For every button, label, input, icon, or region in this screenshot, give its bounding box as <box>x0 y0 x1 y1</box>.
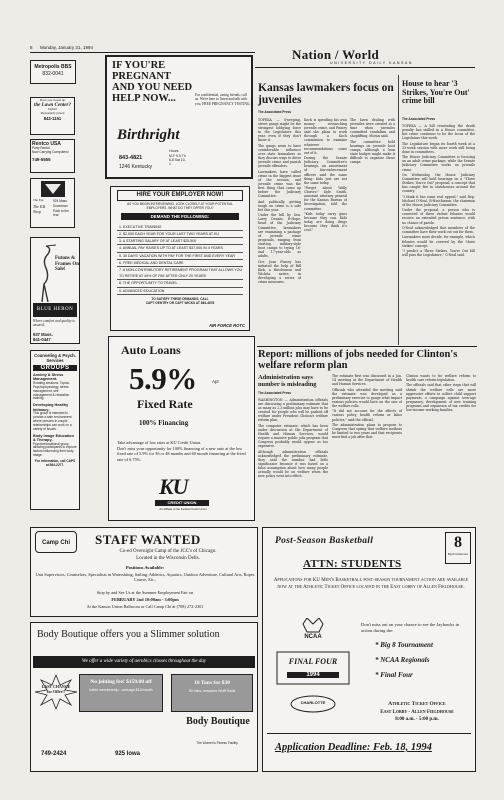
ku-logo: KU <box>159 474 188 499</box>
jobs-source: The Associated Press <box>258 391 292 395</box>
auto-loans-title: Auto Loans <box>121 343 181 357</box>
juveniles-paragraph: Koch is spending his own money researching juvenile crime, and Finney said she plans to work through a Koch commission to examine whatever recommendations come out of it. <box>304 118 347 155</box>
eye-address: 924 Mass. <box>53 199 68 203</box>
juveniles-paragraph: And politically, getting tough on crime is a safe bet this year. <box>258 199 301 212</box>
heron-title: Futons & Frames On Sale! <box>55 256 80 273</box>
group3-title: Body Image Education & Therapy- <box>33 433 74 443</box>
post-season-title: Post-Season Basketball <box>275 536 374 546</box>
employer-footer2: CAPT GENTRY OR CAPT WICKS AT 864-4676 <box>145 300 215 305</box>
heron-bird-icon <box>32 244 58 304</box>
star-icon: * <box>375 671 381 679</box>
house-headline: House to hear '3 Strikes, You're Out' crime bill <box>402 79 470 106</box>
house-paragraph: TOPEKA — A bill reinstating the death penalty has stalled in a House committee, but crime continues to be the focus of the Legislature this week. <box>402 124 475 141</box>
benefit-item: 8. THE OPPORTUNITY TO TRAVEL <box>117 280 243 287</box>
body-boutique-logo-sub: The Women's Fitness Facility <box>196 741 238 745</box>
benefit-item: 3. A STARTING SALARY OF AT LEAST $25,500 <box>117 238 243 245</box>
eye-shop-name: The Elk Shop <box>33 204 46 214</box>
jobs-paragraph: "It did not account for the effects of various policy, health reform or labor policies," said the official. <box>332 409 402 422</box>
employer-footer1: TO SATISFY THESE DEMANDS, CALL <box>151 296 209 301</box>
birthright-ad <box>105 55 253 179</box>
metropolis-ad <box>30 60 76 84</box>
body-boutique-title: Body Boutique offers you a Slimmer solution <box>37 629 220 640</box>
staff-positions: Unit Supervisors, Counselors, Specialists in Waterskiing, Sailing, Athletics, Aquatics, Outdoor Adventure, Cultural Arts, Ropes Course, Etc., <box>35 572 255 583</box>
counseling-ad <box>30 350 80 510</box>
playoff-item <box>375 656 429 664</box>
body-boutique-logo: Body Boutique <box>186 716 250 727</box>
staff-wanted-title: STAFF WANTED <box>95 532 201 547</box>
heron-tagline: Where comfort and quality is assured. <box>33 319 75 328</box>
juveniles-source: The Associated Press <box>258 110 292 114</box>
body-boutique-address: 925 Iowa <box>115 751 141 757</box>
playoff-item-label: Big 8 Tournament <box>380 641 433 649</box>
birthright-hours-label: Hours <box>169 149 179 153</box>
house-paragraph: "I think it has some real appeal," said Rep. Michael O'Neal, R-Hutchinson, the chairman of the House Judiciary Committee. <box>402 194 475 207</box>
lawn-line2: the Lawn Center? <box>34 102 71 108</box>
juveniles-paragraph: Under the bill by Sen. Larry Dennis, R-Hope, head of the Judiciary Committee, lawmakers are examining a package of juvenile crime proposals, ranging from starting military-style boot camps to trying 16- and 17-year-olds as adults. <box>258 213 301 259</box>
house-paragraph: Lawmakers must decide, for example, which felonies would be covered by the 'three strikes' concept. <box>402 235 475 248</box>
body-boutique-banner: We offer a wide variety of aerobics classes throughout the day <box>33 656 255 668</box>
credit-union-ad <box>108 336 255 521</box>
counseling-title: Counseling & Psych. Services <box>34 353 76 363</box>
benefit-item: 1. EXECUTIVE TRAINING <box>117 224 243 231</box>
jobs-paragraph: The computer estimate, which has been under discussion at the Department of Health and Human Services, would require a massive public jobs program that Congress probably would oppose as too expensive. <box>258 423 328 449</box>
jobs-headline: Report: millions of jobs needed for Clinton's welfare reform plan <box>258 349 458 371</box>
benefit-item: 4. ANNUAL PAY RAISES UP TO AT LEAST $37,000 IN 4 YEARS <box>117 245 243 252</box>
jobs-col2 <box>332 374 402 516</box>
body-boutique-phone: 749-2424 <box>41 751 67 757</box>
benefit-item: 5. 30 DAYS' VACATION WITH PAY FOR THE FIRST AND EVERY YEAR <box>117 253 243 260</box>
star-icon: * <box>375 656 381 664</box>
header-date: Monday, January 31, 1994 <box>40 45 93 50</box>
lawn-line1: Have you closed up <box>39 98 66 102</box>
benefit-item: 7. A NON-CONTRIBUTORY RETIREMENT PROGRAM THAT ALLOWS YOU TO RETIRE AT 40% OF PAY AFTER ONLY 20 YEARS <box>117 267 243 280</box>
eye-logo-icon <box>41 181 65 197</box>
paper-name: UNIVERSITY DAILY KANSAN <box>330 61 413 65</box>
metropolis-phone: 832-0041 <box>42 71 64 77</box>
house-paragraph: Under the proposal, a person who is convicted of three violent felonies would receive an extended prison sentence, with no chance of parole. <box>402 208 475 225</box>
offer2-text: 30 mins. sessions Wolff Beds <box>188 689 236 693</box>
lawn-line4: Reasonably priced <box>40 110 65 115</box>
house-paragraph: The Legislature began its fourth week at a 33-week session with more work still being done in committees. <box>402 141 475 154</box>
offer1-title: No joining fee! $159.00 off <box>90 679 152 685</box>
final-four-text: FINAL FOUR <box>288 657 338 666</box>
playoff-item-label: NCAA Regionals <box>380 656 430 664</box>
lawn-ad <box>30 97 75 135</box>
juveniles-col2 <box>304 118 347 343</box>
employer-benefit-list <box>117 224 243 295</box>
benefit-item: 9. ADVANCED EDUCATION <box>117 288 243 295</box>
rentco-phone: 749-5555 <box>32 156 51 162</box>
eye-ad <box>30 178 75 228</box>
heron-store: BLUE HERON <box>33 303 77 317</box>
rentco-line2: Now Carrying Computers! <box>32 149 69 154</box>
attn-students: ATTN: STUDENTS <box>303 558 402 570</box>
final-four-ncaa: NCAA <box>304 634 322 640</box>
group1-title: Anxiety & Stress Management- <box>33 373 64 382</box>
metropolis-name: Metropolis BBS <box>34 64 72 70</box>
counseling-footer: For information, call CAPS at 864-2277. <box>34 459 76 468</box>
ku-logo-note: An affiliate of the Federal Credit Union <box>159 507 207 511</box>
lawn-line3: Lights? <box>47 106 58 111</box>
group2-title: Developing Healthy Intimacy- <box>33 403 69 412</box>
juveniles-paragraph: During the Senate Judiciary Committee's hearings, an assortment of law-enforcement officers said the same thing: Kids just are not the same today. <box>304 156 347 185</box>
offer2-box <box>171 674 253 712</box>
birthright-side-text: For confidential, caring friends, call us. We're here to listen and talk with you. FREE PREGNANCY TESTING. <box>195 93 251 106</box>
jobs-paragraph: Officials who attended the meeting said the estimate was developed as a preliminary exercise to gauge what impact various policies would have on the size of the welfare rolls. <box>332 387 402 408</box>
jobs-subhead: Administration says number is misleading <box>258 374 317 388</box>
auto-loans-apr: Apr <box>212 379 220 384</box>
final-four-year: 1994 <box>287 672 339 678</box>
juveniles-paragraph: "Kids today carry guns because they can. Kids today are doing drugs because they think it's cool." <box>304 211 347 233</box>
house-paragraph: On Wednesday, the House Judiciary Committee will hold hearings on a "Three Strikes, You're Out" proposal, a concept that has caught fire in statehouses around the country. <box>402 172 475 194</box>
page-number: 8 <box>30 45 33 50</box>
house-paragraph: "I predict a Three Strikes, You're Out bill will pass the Legislature," O'Neal said. <box>402 249 475 258</box>
birthright-phone: 843-4821 <box>119 155 143 161</box>
auto-loans-fixed: Fixed Rate <box>137 397 193 411</box>
juveniles-col3 <box>350 118 395 343</box>
house-source: The Associated Press <box>402 117 436 121</box>
juveniles-paragraph: "Forget about Wally Cleaver," Kyle Smith, assistant attorney general for the Kansas Bureau of Investigation, told the committee. <box>304 186 347 211</box>
eye-line2: Downtown <box>53 204 68 208</box>
offer2-title: 10 Tans for $30 <box>194 680 230 686</box>
birthright-headline: IF YOU'RE PREGNANT AND YOU NEED HELP NOW... <box>112 60 193 104</box>
big8-badge-label: Big 8 Conference <box>447 553 469 556</box>
rentco-ad <box>30 139 75 173</box>
heron-address: 937 Mass. <box>33 332 53 337</box>
group3-text: Psychoeducational group allowing participants to explore factors influencing their body image. <box>33 441 77 458</box>
group2-text: This group is intended to provide a safe environment where persons in couple relationships can work on a variety of issues. <box>33 411 72 431</box>
ticket-office: Athletic Ticket Office <box>388 701 446 707</box>
staff-line3: Stop by and See Us at the Summer Employment Fair on <box>96 590 194 595</box>
employer-title: HIRE YOUR EMPLOYER NOW! <box>117 190 243 201</box>
playoff-item <box>375 641 433 649</box>
house-paragraph: O'Neal acknowledged that members of the committee have their work cut out for them. <box>402 225 475 235</box>
body-boutique-ad <box>30 622 258 772</box>
juveniles-paragraph: Gov. Joan Finney has initiated the help of Bill Kirk, a Hutchinson and Wichita native, in developing a series of crime measures. <box>258 259 301 285</box>
heron-phone: 841-0447 <box>33 337 51 342</box>
jobs-paragraph: The estimate first was discussed in a Jan. 14 meeting at the Department of Health and Human Services. <box>332 374 402 387</box>
final-four-city: CHARLOTTE <box>300 700 326 705</box>
jobs-paragraph: Clinton wants to tie welfare reform to health care reform legislation. <box>406 374 476 383</box>
group1-text: Rotating sessions. Topics: Psychophysiology, stress management, self management & relaxation training. <box>33 380 70 401</box>
birthright-logo: Birthright <box>117 127 180 143</box>
juveniles-paragraph: The committee held hearings on juvenile boot camps, although a lean state budget might make it difficult to organize those camps. <box>350 139 395 165</box>
birthright-hours: M-F 9-5 Th 6-8 Sat 10-1 <box>169 154 186 167</box>
auto-loans-financing: 100% Financing <box>139 419 189 427</box>
section-title: Nation / World <box>292 47 380 62</box>
auto-loans-desc2: Don't miss your opportunity for 100% financing of a new auto at the low fixed rate of 5.9% for 36 or 48 months and 60 month financing at the fixed rate of 6.75%. <box>117 446 246 462</box>
camp-chi-ad <box>30 527 258 617</box>
staff-line5: At the Kansas Union Ballroom or Call Camp Chi at (708) 272-2301 <box>86 604 204 609</box>
house-body <box>402 124 475 344</box>
lawn-phone: 843-1151 <box>43 115 62 121</box>
camp-chi-logo-text: Camp Chi <box>41 540 70 546</box>
employer-intro: AS YOU BEGIN INTERVIEWING, LOOK CLOSELY AT YOUR POTENTIAL EMPLOYERS. WHAT DO THEY OFFER YOU? <box>126 202 234 210</box>
staff-positions-label: Positions Available: <box>125 565 165 570</box>
dont-miss-text: Don't miss out on your chance to see the Jayhawks in action during the: <box>361 622 460 633</box>
post-season-ad <box>262 527 476 772</box>
juveniles-col1 <box>258 118 301 343</box>
jobs-paragraph: Although administration officials acknowledged the preliminary estimate, they said the number had little significance because it was based on a false assumption about how many people actually would be on welfare when the new policy went into effect. <box>258 449 328 479</box>
rentco-name: Rentco USA <box>32 141 61 147</box>
application-deadline: Application Deadline: Feb. 18, 1994 <box>275 742 432 753</box>
juveniles-paragraph: The lawn dealing with juveniles were created at a time when juveniles committed vandalism and shoplifting, Moran said. <box>350 118 395 139</box>
jobs-paragraph: The administration plans to propose to Congress that spring that welfare mothers be limited to two years and that recipients must find a job after that. <box>332 422 402 440</box>
last-chance-label: LAST CHANCE for Offer!! <box>41 684 71 694</box>
staff-line4: FEBRUARY 2nd 10:00am - 3:00pm <box>111 597 179 602</box>
offer1-text: Initial membership - average $10/month <box>89 688 153 692</box>
offer1-box <box>79 674 163 712</box>
eye-line1: The Eye <box>33 198 44 202</box>
ticket-office-hours: 8:00 a.m. - 5:00 p.m. <box>395 717 439 722</box>
counseling-groups-label: GROUPS <box>33 365 77 371</box>
jobs-paragraph: WASHINGTON — Administration officials are discussing a preliminary estimate that as many as 2.3 million jobs may have to be created for people who will be pushed off welfare under President Clinton's welfare reform plan. <box>258 398 328 423</box>
jobs-col1 <box>258 398 328 516</box>
juveniles-paragraph: The gangs seem to have considerable influence over state lawmakers as they discuss ways to deter juvenile crime and punish juvenile offenders. <box>258 143 301 169</box>
rentco-line1: Party Rental <box>32 146 50 150</box>
star-icon: * <box>375 641 381 649</box>
eye-line3: Pack to the rear <box>53 209 69 217</box>
camp-chi-logo <box>35 531 77 553</box>
benefit-item: 2. $2,000 EACH YEAR FOR YOUR LAST TWO YEARS AT KU <box>117 231 243 238</box>
blue-heron-ad <box>30 237 80 344</box>
auto-loans-desc1: Take advantage of low rates at KU Credit Union. <box>117 440 202 445</box>
employer-demand: DEMAND THE FOLLOWING: <box>121 213 239 220</box>
auto-loans-rate: 5.9% <box>129 361 197 396</box>
birthright-address: 1246 Kentucky <box>119 164 153 170</box>
air-force-logo: AIR FORCE ROTC <box>208 323 245 328</box>
staff-line1: Co-ed Overnight Camp of the JCC's of Chicago. <box>119 549 217 554</box>
jobs-paragraph: The officials said that other steps that will shrink the welfare rolls are more aggressive efforts to collect child support payments, a campaign against teen-age pregnancy, development of new training programs and expansion of tax credits for low-income working families. <box>406 383 476 413</box>
ticket-office-location: East Lobby - Allen Fieldhouse <box>380 710 454 715</box>
big8-badge-number: 8 <box>454 534 462 551</box>
staff-line2: Located in the Wisconsin Dells. <box>136 556 200 561</box>
house-paragraph: The House Judiciary Committee is focusing on an adult crime package, while the Senate Judiciary Committee works on juvenile crime. <box>402 155 475 172</box>
benefit-item: 6. FREE MEDICAL AND DENTAL CARE <box>117 260 243 267</box>
jobs-col3 <box>406 374 476 516</box>
ku-logo-sub: CREDIT UNION <box>155 500 209 506</box>
playoff-item <box>375 671 413 679</box>
big8-badge <box>445 532 471 564</box>
post-season-body: Applications for KU Men's Basketball post-season tournament action are available now at the Athletic Ticket Office located in the East lobby of Allen Fieldhouse. <box>273 578 469 590</box>
juveniles-paragraph: Lawmakers have called crime in the biggest issue of the session, and juvenile crime was the first thing that came up before the Judiciary Committee. <box>258 169 301 199</box>
juveniles-paragraph: TOPEKA — Sweeping, street gangs might be the strongest lobbying force in the Legislature this year, even if they don't know it. <box>258 118 301 143</box>
air-force-ad <box>110 186 250 331</box>
juveniles-headline: Kansas lawmakers focus on juveniles <box>258 82 394 106</box>
playoff-item-label: Final Four <box>380 671 413 679</box>
